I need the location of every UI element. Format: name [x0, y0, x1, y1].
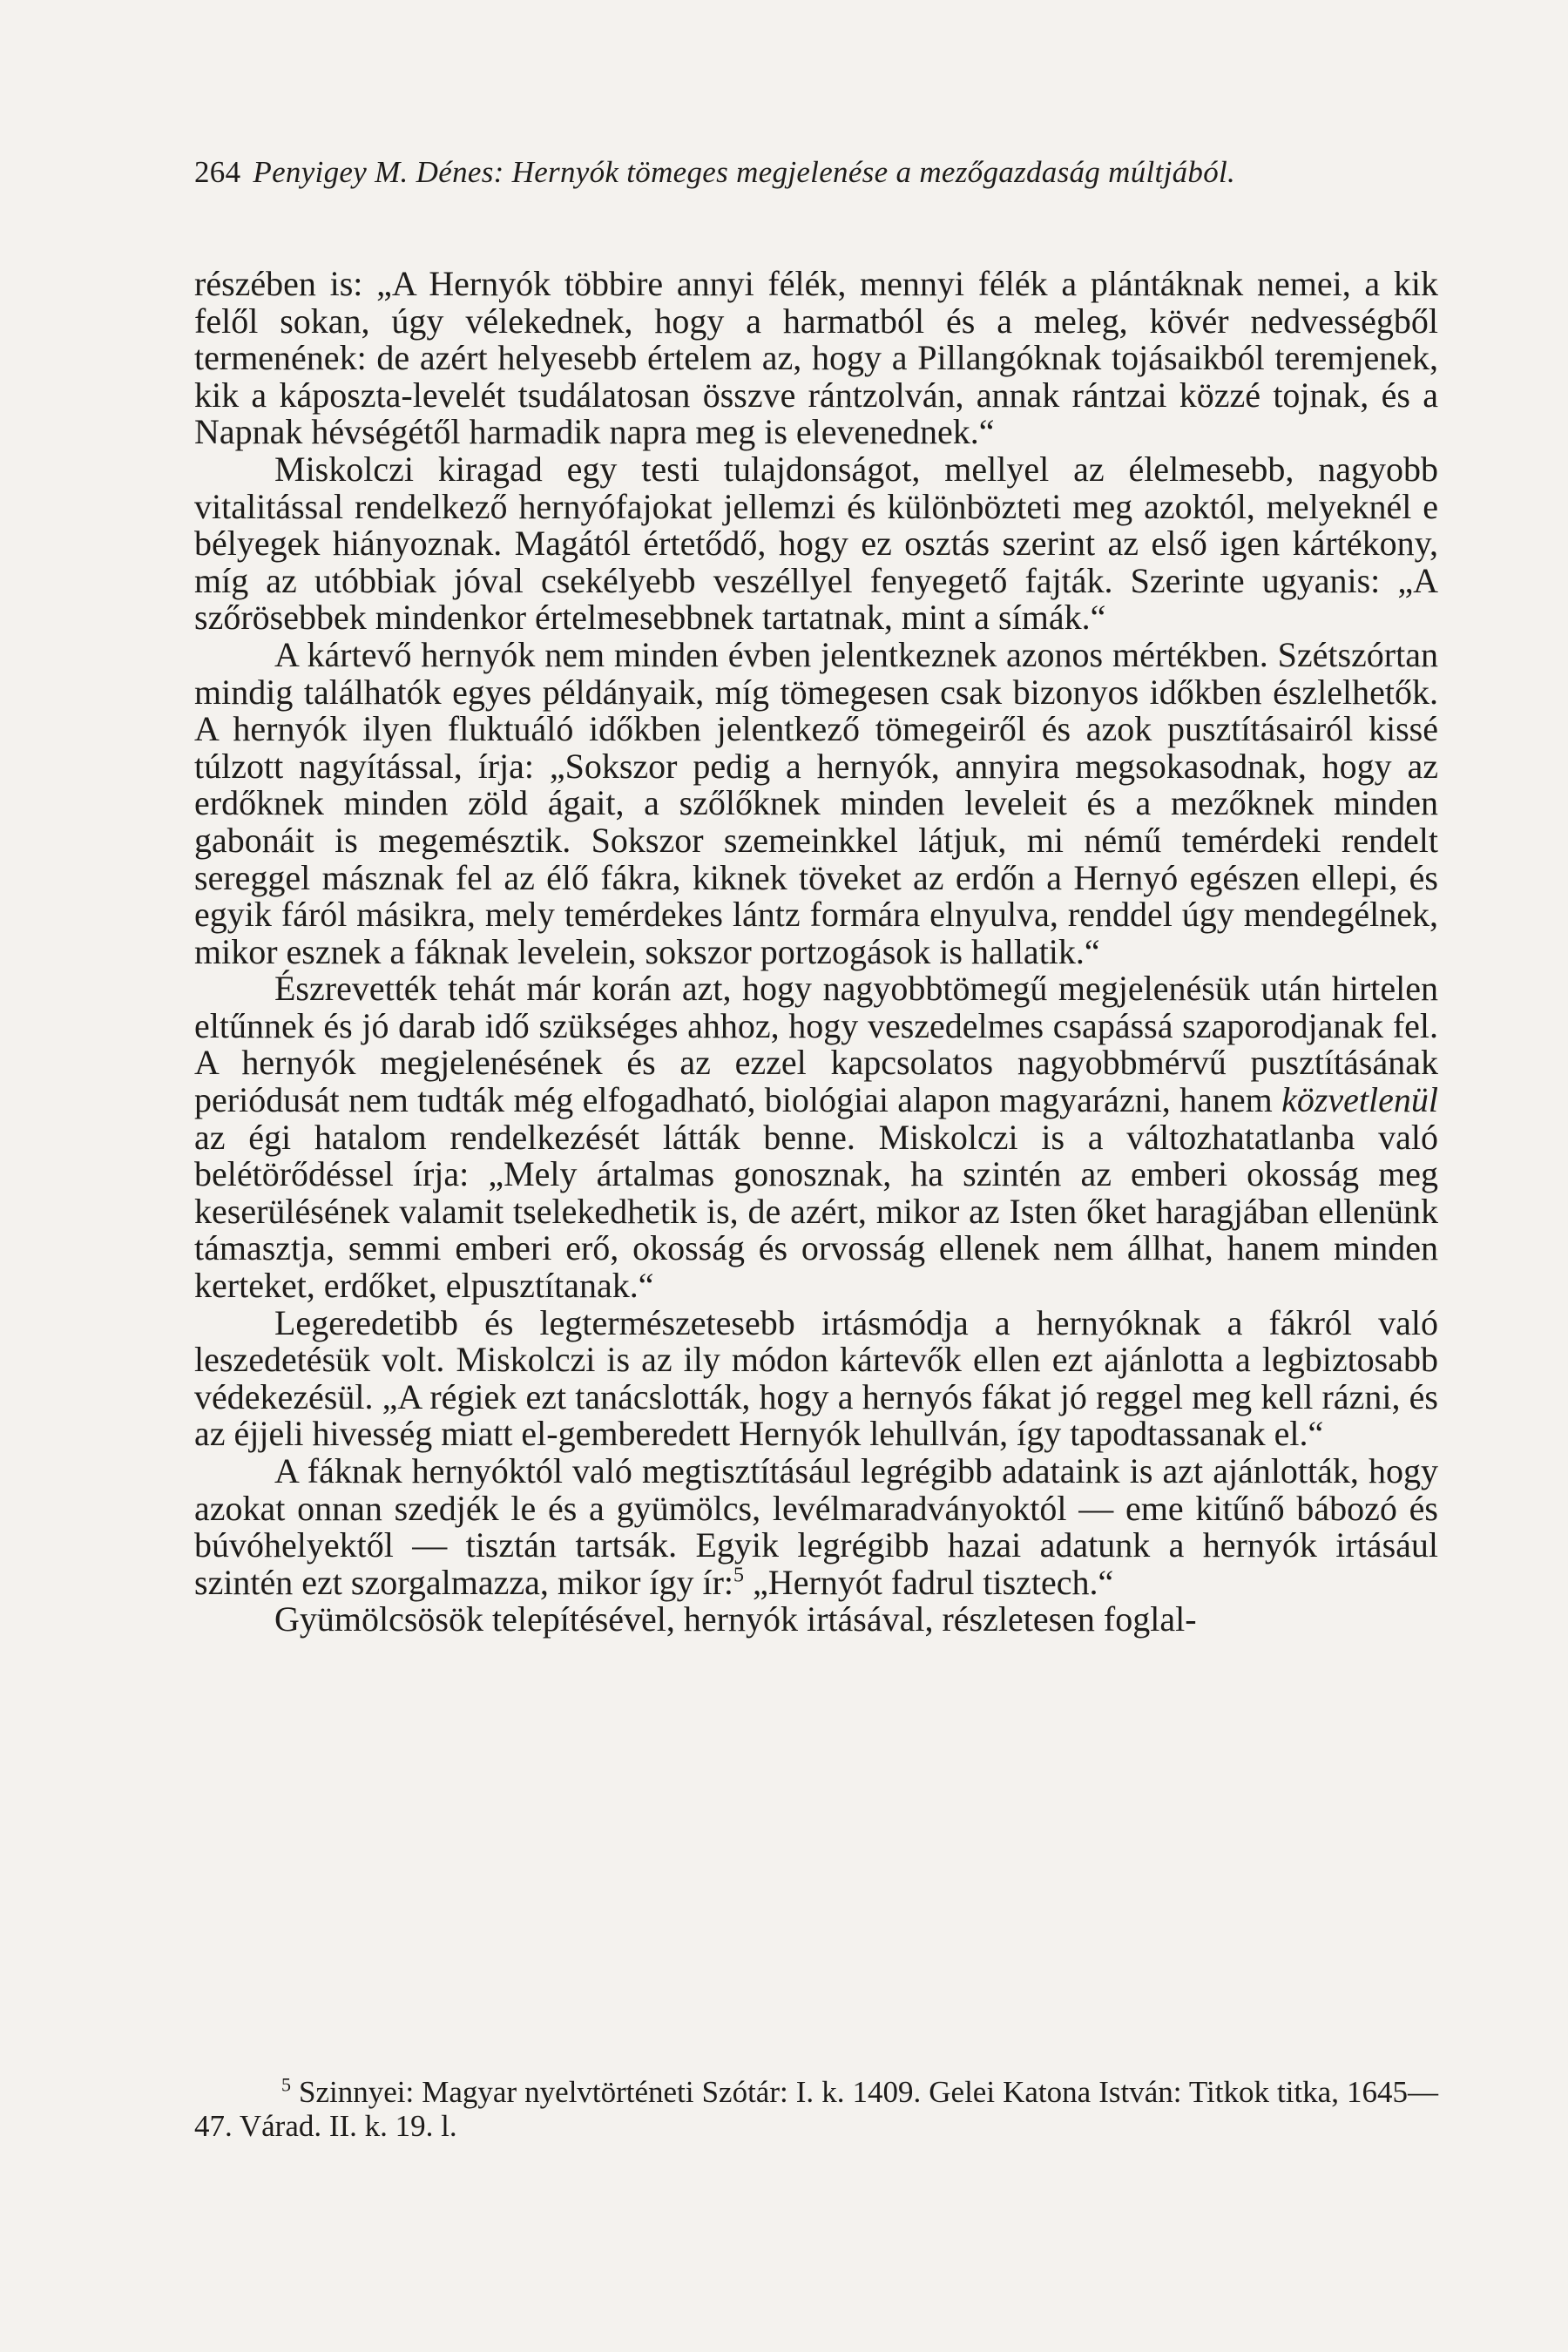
paragraph-4-end: az égi hatalom rendelkezését látták benne. Miskolczi is a változhatatlanba való belétörődéssel írja: „Mely ártalmas gonosznak, ha szintén az emberi okosság meg keserülésének valamit tselekedhetik is, de azért, mikor az Isten őket haragjában ellenünk támasztja, semmi emberi erő, okosság és orvosság ellenek nem állhat, hanem minden kerteket, erdőket, elpusztítanak.“ — [194, 1117, 1438, 1306]
paragraph-4-start: Észrevették tehát már korán azt, hogy nagyobbtömegű megjelenésük után hirtelen eltűnnek és jó darab idő szükséges ahhoz, hogy veszedelmes csapássá szaporodjanak fel. A hernyók megjelenésének és az ezzel kapcsolatos nagyobbmérvű pusztításának periódusát nem tudták még elfogadható, biológiai alapon magyarázni, hanem — [194, 969, 1438, 1120]
footnotes — [194, 2075, 1438, 2143]
running-head — [194, 153, 1440, 192]
footnote-marker: 5 — [281, 2073, 291, 2096]
paragraph-2: Miskolczi kiragad egy testi tulajdonságot, mellyel az élelmesebb, nagyobb vitalitással rendelkező hernyófajokat jellemzi és különbözteti meg azoktól, melyeknél e bélyegek hiányoznak. Magától értetődő, hogy ez osztás szerint az első igen kártékony, míg az utóbbiak jóval csekélyebb veszéllyel fenyegető fajták. Szerinte ugyanis: „A szőrösebbek mindenkor értelmesebbnek tartatnak, mint a símák.“ — [194, 449, 1438, 638]
paragraph-3: A kártevő hernyók nem minden évben jelentkeznek azonos mértékben. Szétszórtan mindig találhatók egyes példányaik, míg tömegesen csak bizonyos időkben észlelhetők. A hernyók ilyen fluktuáló időkben jelentkező tömegeiről és azok pusztításairól kissé túlzott nagyítással, írja: „Sokszor pedig a hernyók, annyira megsokasodnak, hogy az erdőknek minden zöld ágait, a szőlőknek minden leveleit és a mezőknek minden gabonáit is megemésztik. Sokszor szemeinkkel látjuk, mi némű temérdeki rendelt sereggel másznak fel az élő fákra, kiknek töveket az erdőn a Hernyó egészen ellepi, és egyik fáról másikra, mely temérdekes lántz formára elnyulva, renddel úgy mendegélnek, mikor esznek a fáknak levelein, sokszor portzogások is hallatik.“ — [194, 634, 1438, 971]
paragraph-7: Gyümölcsösök telepítésével, hernyók irtásával, részletesen foglal- — [274, 1599, 1197, 1639]
paragraph-6 — [194, 1453, 1438, 1601]
footnote-reference-5[interactable]: 5 — [733, 1564, 745, 1587]
paragraph-5: Legeredetibb és legtermészetesebb irtásmódja a hernyóknak a fákról való leszedetésük volt. Miskolczi is az ily módon kártevők ellen ezt ajánlotta a legbiztosabb védekezésül. „A régiek ezt tanácslották, hogy a hernyós fákat jó reggel meg kell rázni, és az éjjeli hivesség miatt el-gemberedett Hernyók lehullván, így tapodtassanak el.“ — [194, 1302, 1438, 1454]
paragraph-6-start: A fáknak hernyóktól való megtisztításául legrégibb adataink is azt ajánlották, hogy azokat onnan szedjék le és a gyümölcs, levélmaradványoktól — eme kitűnő bábozó és búvóhelyektől — tisztán tartsák. Egyik legrégibb hazai adatunk a hernyók irtásául szintén ezt szorgalmazza, mikor így ír: — [194, 1451, 1438, 1602]
footnote-text: Szinnyei: Magyar nyelvtörténeti Szótár: I. k. 1409. Gelei Katona István: Titkok titka, 1645—47. Várad. II. k. 19. l. — [194, 2075, 1438, 2143]
body-text — [194, 266, 1438, 1639]
paragraph-4 — [194, 970, 1438, 1304]
paragraph-6-end: „Hernyót fadrul tisztech.“ — [744, 1562, 1114, 1602]
header-title: Penyigey M. Dénes: Hernyók tömeges megjelenése a mezőgazdaság múltjából. — [253, 155, 1236, 189]
page-number: 264 — [194, 155, 241, 189]
paragraph-1: részében is: „A Hernyók többire annyi félék, mennyi félék a plántáknak nemei, a kik felől sokan, úgy vélekednek, hogy a harmatból és a meleg, kövér nedvességből termenének: de azért helyesebb értelem az, hogy a Pillangóknak tojásaikból teremjenek, kik a káposzta-levelét tsudálatosan összve rántzolván, annak rántzai közzé tojnak, és a Napnak hévségétől harmadik napra meg is elevenednek.“ — [194, 264, 1438, 452]
footnote-5 — [194, 2075, 1438, 2143]
paragraph-4-italic: közvetlenül — [1281, 1080, 1438, 1120]
